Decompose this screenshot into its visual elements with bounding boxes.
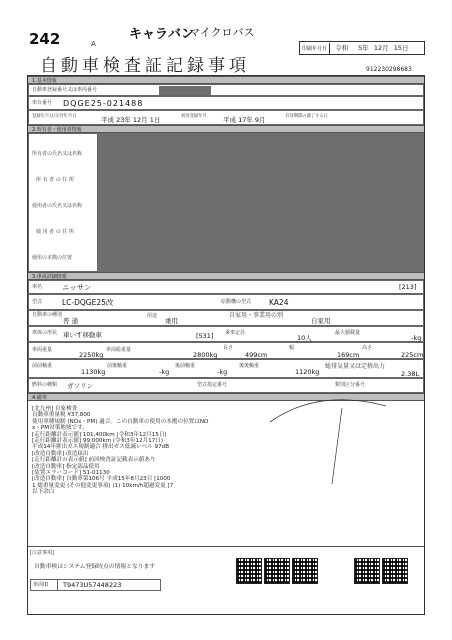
purpose-value: 自家用: [311, 317, 331, 325]
type-row: [28, 310, 424, 326]
capacity-label: 乗車定員: [225, 330, 246, 336]
first-reg-date-label: 初度登録年月: [181, 114, 207, 119]
weight-label: 車両重量: [32, 347, 53, 353]
dimensions-row: [28, 342, 424, 359]
weight-value: 2250kg: [79, 351, 104, 359]
front-front-axle-label: 前前軸重: [32, 363, 53, 369]
maker-value: ニッサン: [62, 283, 92, 292]
user-name-label: 使用者の氏名又は名称: [32, 203, 83, 209]
note-line: [走行距離計の表示値] 前回検査証記載表示値あり: [32, 457, 156, 464]
section-owner-header: 2.所有者・使用者情報: [28, 125, 424, 133]
note-line: x・PM対策地域です。: [32, 425, 88, 432]
purpose-label: 自家用・事業用の別: [229, 312, 284, 319]
issue-date-label: 印刷年月日: [300, 43, 330, 55]
front-front-axle-value: 1130kg: [81, 368, 106, 376]
width-label: 幅: [289, 345, 295, 351]
registration-date-row: [28, 110, 424, 125]
issue-date-year: 5年: [358, 44, 369, 52]
body-row: [28, 326, 424, 342]
footer-divider: [28, 546, 424, 547]
model-value: LC-DQGE25改: [62, 298, 114, 307]
note-line: [装置エラーコード] 51-01130: [32, 470, 110, 477]
engine-value: KA24: [269, 298, 289, 307]
vin-value: DQGE25-021488: [63, 99, 144, 108]
section-notes-header: 4.備考: [28, 393, 424, 401]
model-label: 型式: [32, 299, 43, 305]
body-value: 車いす移動車: [63, 331, 102, 339]
notice-text: 自動車検はシステム登録時点の情報となります: [34, 564, 156, 570]
fuel-label: 燃料の種類: [32, 382, 58, 388]
note-line: 自動車重量税 ¥37,800: [32, 412, 91, 419]
gross-weight-value: 2800kg: [193, 351, 218, 359]
handwritten-number: 242: [29, 30, 61, 48]
note-line: [走行距離計表示値] 101,400km (令和3年12月15日): [32, 431, 167, 438]
handwritten-subtitle: マイクロバス: [189, 26, 255, 39]
type-value: 普 通: [63, 317, 79, 325]
note-line: [走行距離計表示値] 99,000km (令和3年12月17日): [32, 438, 164, 445]
notice-label: [注意事項]: [30, 550, 54, 556]
document-number: 912230298683: [366, 66, 412, 73]
body-label: 車体の形状: [32, 330, 58, 336]
registration-number-row: [28, 84, 424, 96]
width-value: 169cm: [337, 351, 360, 359]
issue-date-month: 12月: [373, 44, 389, 52]
vehicle-id-label: 車両ID: [33, 582, 49, 588]
note-line: [改造自動車] 指定部品使用: [32, 463, 100, 470]
vin-row: [28, 96, 424, 110]
note-line: [改造自動車] 改造届出: [32, 450, 89, 457]
displacement-value: 2.38L: [401, 370, 420, 378]
rear-front-axle-label: 後前軸重: [175, 363, 196, 369]
model-row: [28, 294, 424, 310]
issue-date-day: 15日: [393, 44, 409, 52]
height-value: 225cm: [401, 351, 424, 359]
first-reg-label: 登録年月日/交付年月日: [32, 114, 77, 119]
maker-label: 車名: [32, 284, 43, 290]
expiry-label: 有効期間の満了する日: [285, 114, 328, 119]
vehicle-id-value: T9473U57448223: [63, 581, 122, 589]
note-line: 使用車種規制 (NOx・PM) 適合。この自動車の使用の本拠の位置はNO: [32, 418, 209, 425]
page-title: 自動車検査証記録事項: [40, 56, 250, 76]
front-rear-axle-label: 前後軸重: [107, 363, 128, 369]
gross-weight-label: 車両総重量: [106, 347, 132, 353]
fuel-value: ガソリン: [67, 382, 93, 390]
base-location-label: 使用の本拠の位置: [32, 255, 73, 261]
notes-list: [32, 406, 208, 496]
letter-a: A: [91, 40, 96, 48]
handwritten-katakana: キャラバン: [129, 27, 195, 42]
engine-label: 原動機の型式: [221, 299, 252, 305]
registration-number-label: 自動車登録番号又は車両番号: [32, 87, 98, 93]
axle-row: [28, 359, 424, 378]
first-reg-value: 平成 23年 12月 1日: [101, 116, 161, 124]
vehicle-id-separator: [57, 580, 58, 590]
issue-date-box: [299, 41, 425, 55]
rear-rear-axle-value: 1120kg: [295, 368, 320, 376]
body-code: [531]: [196, 332, 214, 340]
note-line: 1 総重量変更 (その他変更事項) (1) 10km/h超過変更 [7: [32, 482, 174, 489]
fuel-row: [28, 378, 424, 393]
use-value: 乗用: [165, 317, 178, 325]
note-line: [北九州] 自家検査: [32, 406, 78, 412]
issue-date-era: 令和: [335, 44, 349, 52]
front-rear-axle-value: -kg: [159, 368, 170, 376]
owner-labels-column: [28, 133, 98, 272]
owner-name-label: 所有者の氏名又は名称: [32, 151, 83, 157]
displacement-label: 総排気量又は定格出力: [325, 363, 386, 370]
maxload-label: 最大積載量: [335, 330, 361, 336]
type-label: 自動車の種別: [32, 312, 63, 318]
first-reg-date-value: 平成 17年 9月: [223, 116, 266, 124]
rear-rear-axle-label: 後後軸重: [239, 363, 260, 369]
user-address-label: 使 用 者 の 住 所: [36, 229, 74, 235]
vin-label: 車台番号: [32, 100, 53, 106]
use-label: 用途: [147, 313, 158, 319]
length-label: 長さ: [223, 345, 234, 351]
qr-code-2: [264, 558, 290, 584]
qr-code-3: [292, 558, 318, 584]
height-label: 高さ: [362, 345, 373, 351]
rear-front-axle-value: -kg: [217, 368, 228, 376]
section-basic-header: 1.基本情報: [28, 76, 424, 84]
registration-number-redaction: [159, 86, 211, 95]
handwritten-line: [328, 406, 348, 486]
qr-code-1: [236, 558, 262, 584]
section-vehicle-header: 3.車両詳細情報: [28, 272, 424, 280]
maker-code: [213]: [399, 283, 417, 291]
owner-info-redaction: [98, 133, 424, 272]
vehicle-id-box: [30, 579, 161, 591]
certificate-frame: [27, 75, 425, 615]
qr-code-5: [382, 558, 408, 584]
length-value: 499cm: [245, 351, 268, 359]
capacity-value: 10人: [297, 334, 312, 342]
class-number-label: 類別区分番号: [335, 382, 366, 388]
qr-code-4: [354, 558, 380, 584]
note-line: [改造自動車] 自動車第106号 平成15年8月23日 [1000: [32, 476, 171, 483]
owner-address-label: 所 有 者 の 住 所: [36, 177, 74, 183]
maker-row: [28, 280, 424, 294]
note-line: 平成14年排出ガス規制適合 排出ガス低減レベル 97dB: [32, 444, 170, 451]
maxload-value: -kg: [411, 334, 422, 342]
note-line: 以下余白: [32, 489, 55, 496]
spec-number-label: 型式指定番号: [197, 382, 228, 388]
